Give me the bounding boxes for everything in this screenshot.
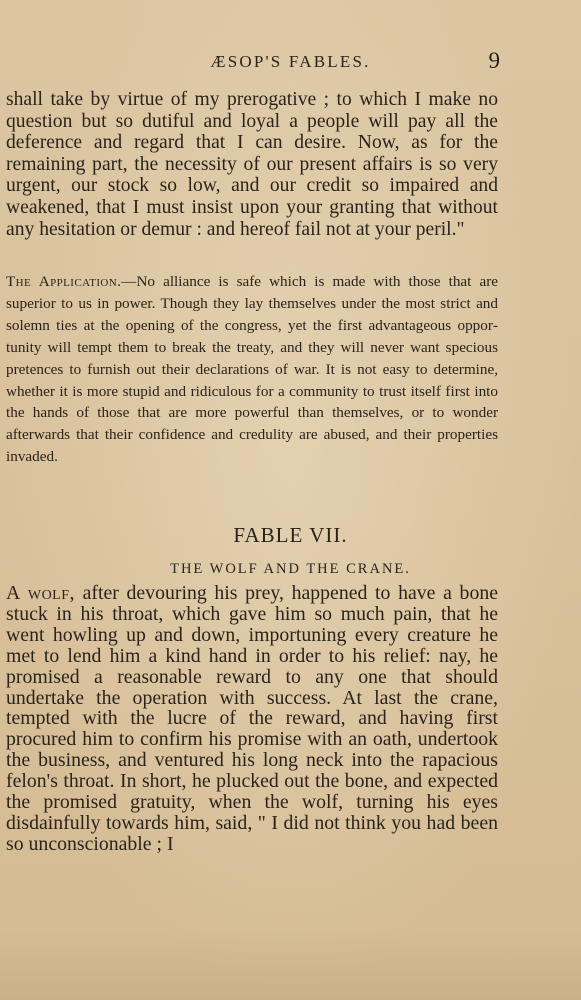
fable-text: after devouring his prey, happened to have a bone stuck in his throat, which gave him so much pain, that he went howling up and down, importuning every creature he met to lend him a kind hand in order to his relief: nay, he promised a reasonable reward to any one that should undertake the operation with success. At last the crane, tempted with the lucre of the reward, and having first procured him to confirm his promise with an oath, undertook the business, and ventured his long neck into the rapacious felon's throat. In short, he plucked out the bone, and expected the promised gratuity, when the wolf, turning his eyes disdainfully towards him, said, " I did not think you had been so unconscionable ; I [6,582,498,855]
continuation-paragraph: shall take by virtue of my prerogative ; to which I make no question but so dutiful and loyal a people will pay all the deference and regard that I can desire. Now, as for the remaining part, the necessity of our present affairs is so very urgent, our stock so low, and our credit so impaired and weakened, that I must insist upon your granting that without any hesitation or demur : and hereof fail not at your peril." [6,89,498,240]
fable-subtitle: THE WOLF AND THE CRANE. [170,561,411,577]
application-text: —No alliance is safe which is made with those that are superior to us in power. Though they lay themselves under the most strict and solemn ties at the opening of the congress, yet the first advantageous opportunity will tempt them to break the treaty, and they will never want specious pretences to furnish out their declarations of war. It is not easy to determine, whether it is more stupid and ridiculous for a community to trust itself first into the hands of those that are more powerful than themselves, or to wonder afterwards that their confidence and credulity are abused, and their properties invaded. [6,273,498,466]
fable-lead: A wolf, [6,582,75,604]
page-number: 9 [488,48,500,73]
application-paragraph [6,271,498,468]
running-title: ÆSOP'S FABLES. [210,52,371,71]
application-lead: The Application. [6,273,122,290]
fable-paragraph [6,583,498,855]
page-header [0,50,581,76]
fable-title: FABLE VII. [233,523,348,547]
